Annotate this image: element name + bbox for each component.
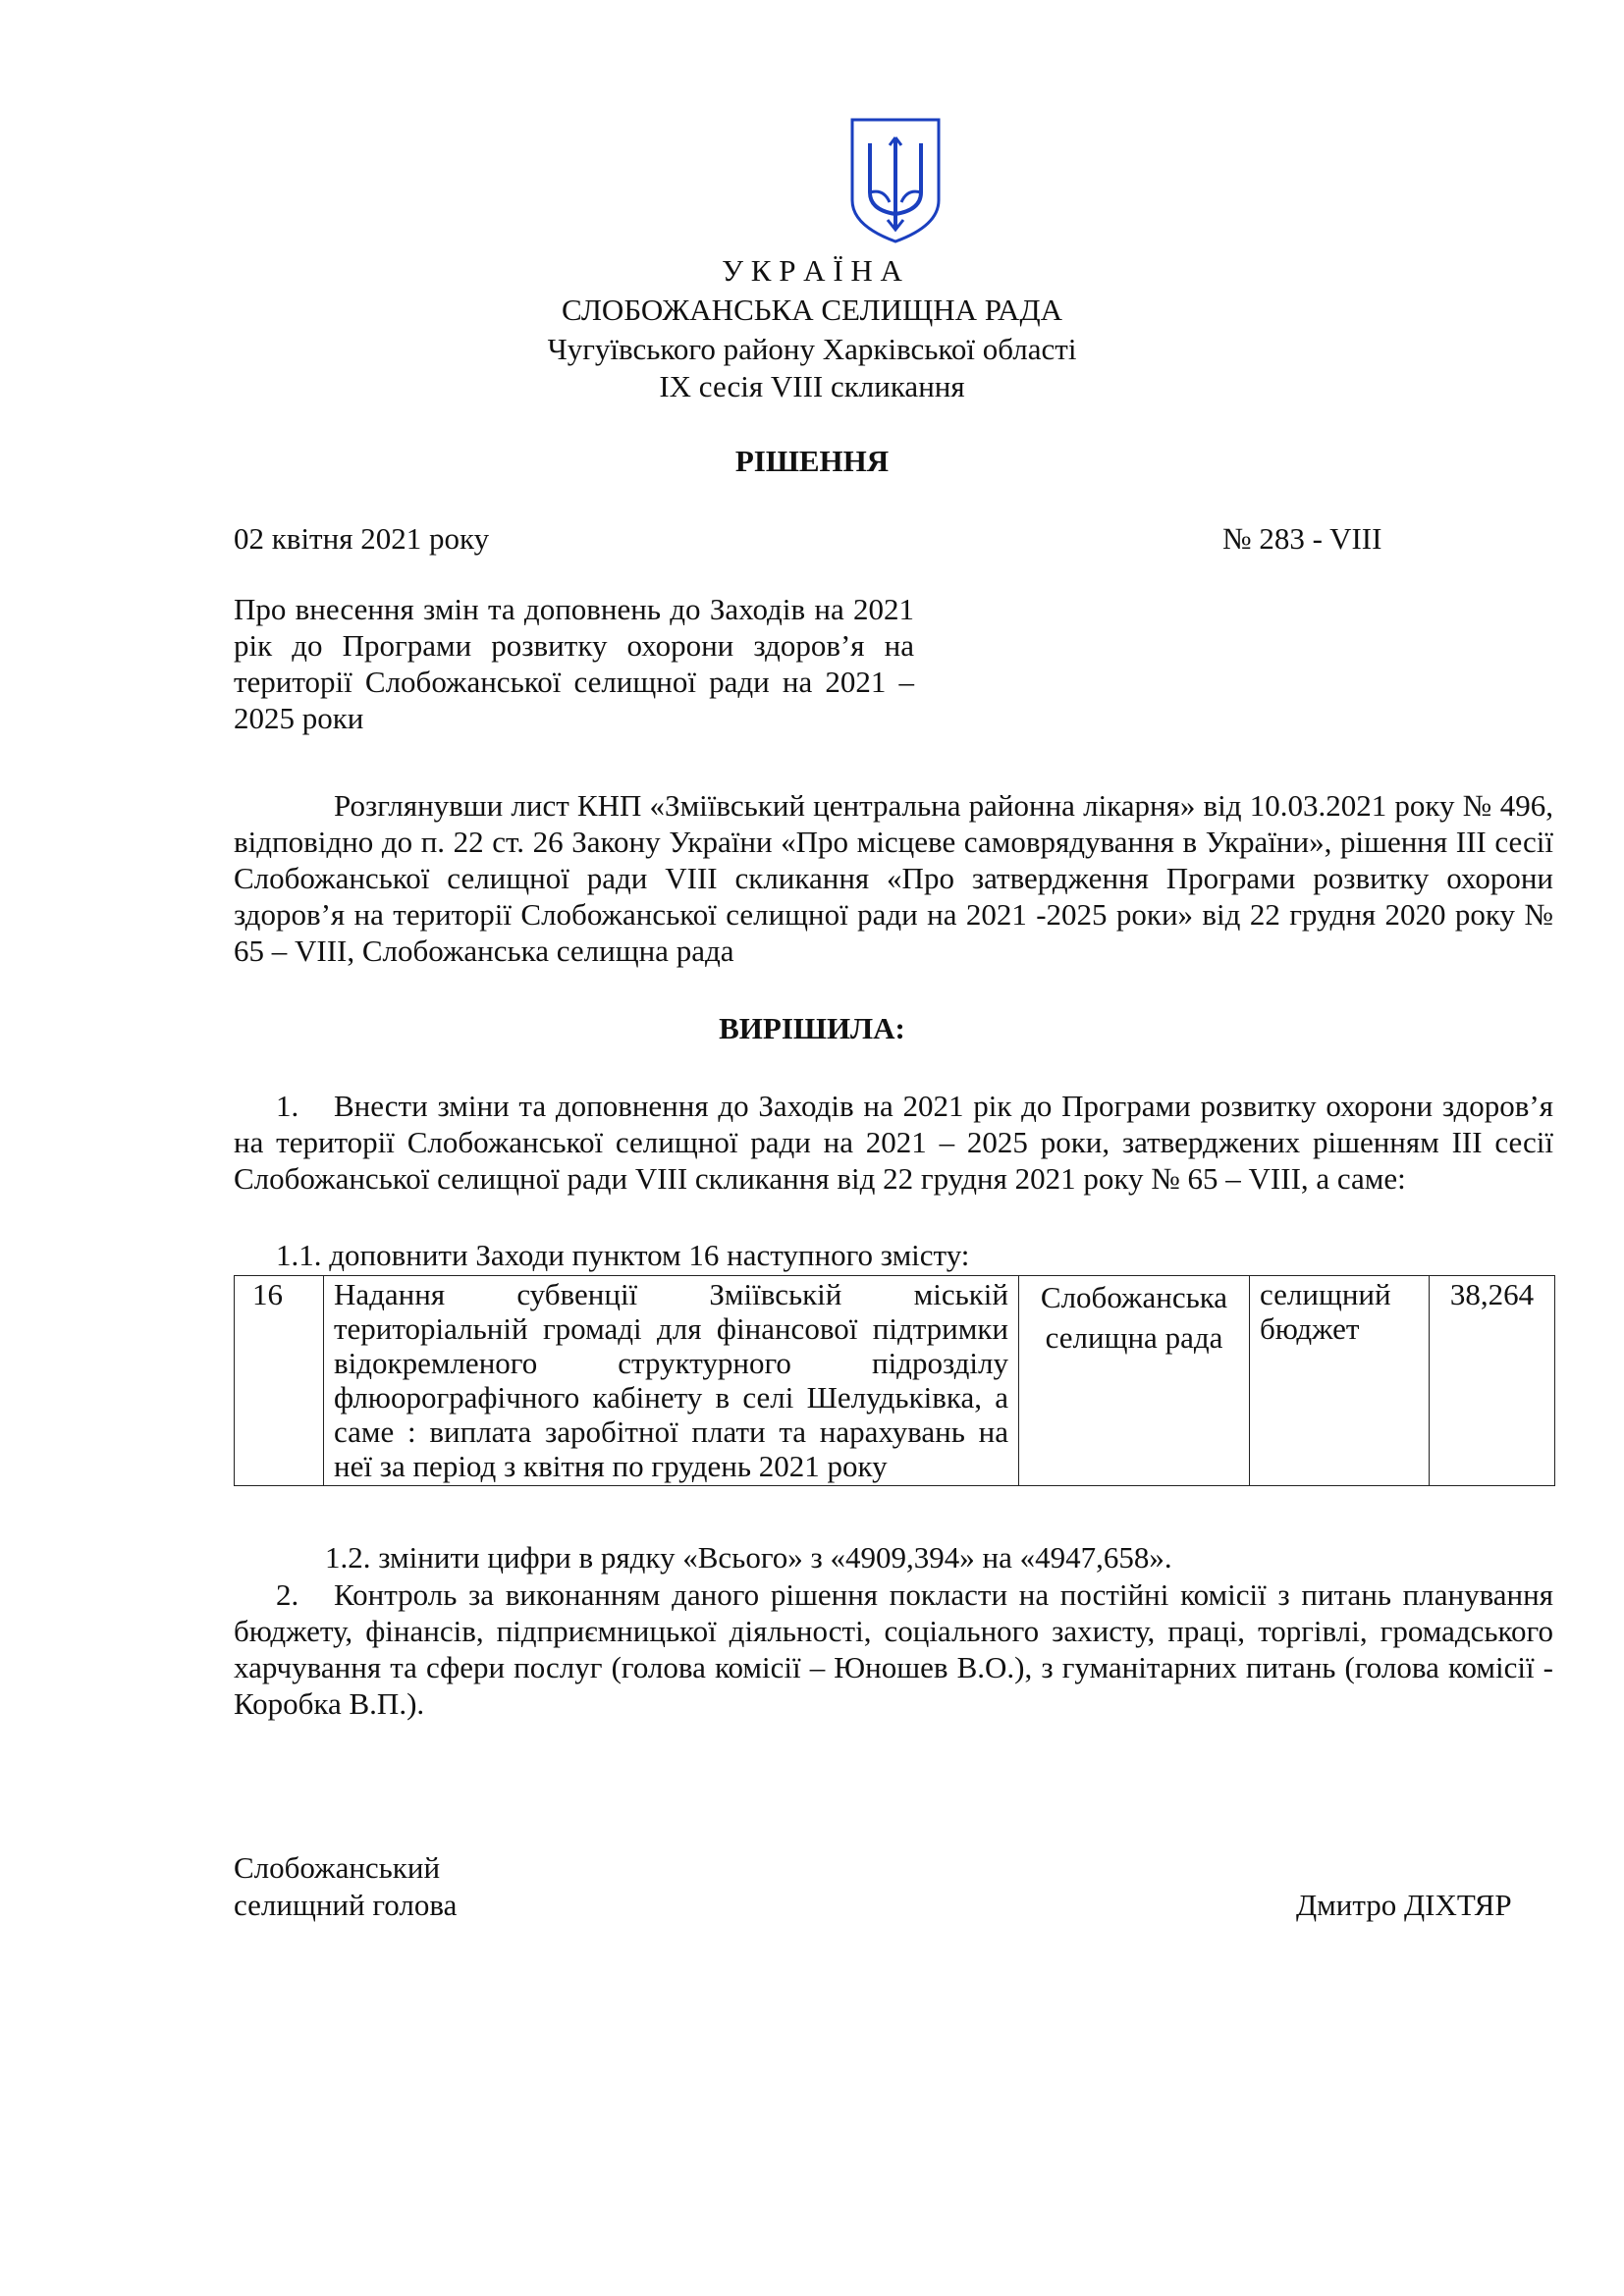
item-1 [234, 1088, 1553, 1197]
country-title: У К Р А Ї Н А [722, 253, 902, 288]
decision-number: № 283 - VIII [1222, 521, 1382, 556]
session-name: ІХ сесія VIII скликання [659, 369, 965, 403]
measures-table [234, 1275, 1555, 1486]
item-1-text: Внести зміни та доповнення до Заходів на 2021 рік до Програми розвитку охорони здоров’я на території Слобожанської селищної ради на 2021 – 2025 роки, затверджених рішенням ІІІ сесії Слобожанської селищної ради VIII скликання від 22 грудня 2021 року № 65 – VIII, а саме: [234, 1089, 1553, 1196]
document-type-heading: РІШЕННЯ [734, 444, 890, 478]
decision-subject: Про внесення змін та доповнень до Заходів на 2021 рік до Програми розвитку охорони здоров’я на території Слобожанської селищної ради на 2021 – 2025 роки [234, 592, 914, 735]
row-number-cell: 16 [235, 1276, 324, 1486]
preamble-paragraph: Розглянувши лист КНП «Зміївський центральна районна лікарня» від 10.03.2021 року № 496, відповідно до п. 22 ст. 26 Закону України «Про місцеве самоврядування в України», рішення ІІІ сесії Слобожанської селищної ради VIII скликання «Про затвердження Програми розвитку охорони здоров’я на території Слобожанської селищної ради на 2021 -2025 роки» від 22 грудня 2020 року № 65 – VIII, Слобожанська селищна рада [234, 788, 1553, 968]
decided-heading: ВИРІШИЛА: [719, 1011, 905, 1045]
signature-title-line-2: селищний голова [234, 1888, 458, 1922]
signature-title-line-1: Слобожанський [234, 1850, 441, 1885]
item-2-number: 2. [276, 1577, 299, 1612]
coat-of-arms-icon [848, 116, 943, 245]
decision-date: 02 квітня 2021 року [234, 521, 490, 556]
item-1-2: 1.2. змінити цифри в рядку «Всього» з «4909,394» на «4947,658». [325, 1540, 1172, 1575]
district-name: Чугуївського району Харківської області [547, 332, 1077, 366]
amount-cell: 38,264 [1430, 1276, 1555, 1486]
table-row [235, 1276, 1555, 1486]
item-2 [234, 1576, 1553, 1722]
funding-source-cell: селищний бюджет [1250, 1276, 1430, 1486]
item-1-number: 1. [276, 1089, 299, 1123]
item-1-1: 1.1. доповнити Заходи пунктом 16 наступного змісту: [276, 1238, 970, 1272]
signatory-name: Дмитро ДІХТЯР [1296, 1888, 1512, 1922]
measure-description-cell: Надання субвенції Зміївській міській територіальній громаді для фінансової підтримки відокремленого структурного підрозділу флюорографічного кабінету в селі Шелудьківка, а саме : виплата заробітної плати та нарахувань на неї за період з квітня по грудень 2021 року [324, 1276, 1019, 1486]
executor-cell: Слобожанська селищна рада [1019, 1276, 1250, 1486]
council-name: СЛОБОЖАНСЬКА СЕЛИЩНА РАДА [562, 293, 1062, 327]
item-2-text: Контроль за виконанням даного рішення покласти на постійні комісії з питань планування бюджету, фінансів, підприємницької діяльності, соціального захисту, праці, торгівлі, громадського харчування та сфери послуг (голова комісії – Юношев В.О.), з гуманітарних питань (голова комісії - Коробка В.П.). [234, 1577, 1553, 1721]
